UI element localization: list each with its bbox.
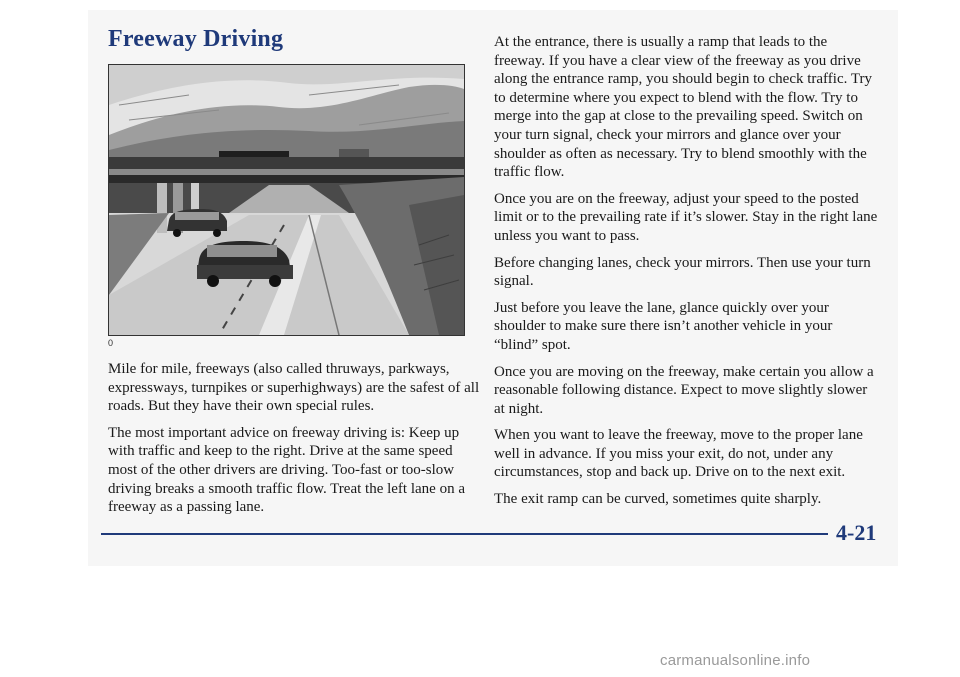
page-title: Freeway Driving xyxy=(108,26,284,52)
paragraph: Once you are on the freeway, adjust your speed to the posted limit or to the prevailing rate if it’s slower. Stay in the right lane unless you want to pass. xyxy=(494,190,878,244)
freeway-drawing xyxy=(109,65,464,335)
paragraph: Mile for mile, freeways (also called thruways, parkways, expressways, turnpikes or superhighways) are the safest of all roads. But they have their own special rules. xyxy=(108,361,480,415)
footer-rule xyxy=(101,533,828,535)
paragraph: Before changing lanes, check your mirrors. Then use your turn signal. xyxy=(494,254,871,290)
right-column xyxy=(494,33,880,517)
paragraph: The most important advice on freeway driving is: Keep up with traffic and keep to the right. Drive at the same speed most of the other drivers are driving. Too-fast or too-slow driving breaks a smooth traffic flow. Treat the left lane on a freeway as a passing lane. xyxy=(108,424,465,516)
freeway-illustration xyxy=(108,64,465,336)
watermark-link[interactable]: carmanualsonline.info xyxy=(660,652,811,669)
paragraph: At the entrance, there is usually a ramp that leads to the freeway. If you have a clear view of the freeway as you drive along the entrance ramp, you should begin to check traffic. Try to determine where you expect to blend with the flow. Try to merge into the gap at close to the prevailing speed. Switch on your turn signal, check your mirrors and glance over your shoulder as often as necessary. Try to blend smoothly with the traffic flow. xyxy=(494,34,872,181)
paragraph: When you want to leave the freeway, move to the proper lane well in advance. If you miss your exit, do not, under any circumstances, stop and back up. Drive on to the next exit. xyxy=(494,427,863,481)
page-number: 4-21 xyxy=(836,520,877,545)
paragraph: Once you are moving on the freeway, make certain you allow a reasonable following distance. Expect to move slightly slower at night. xyxy=(494,363,874,417)
figure-mark: 0 xyxy=(108,338,114,348)
paragraph: The exit ramp can be curved, sometimes quite sharply. xyxy=(494,491,822,508)
left-column xyxy=(108,26,480,525)
paragraph: Just before you leave the lane, glance quickly over your shoulder to make sure there isn’t another vehicle in your “blind” spot. xyxy=(494,299,833,353)
